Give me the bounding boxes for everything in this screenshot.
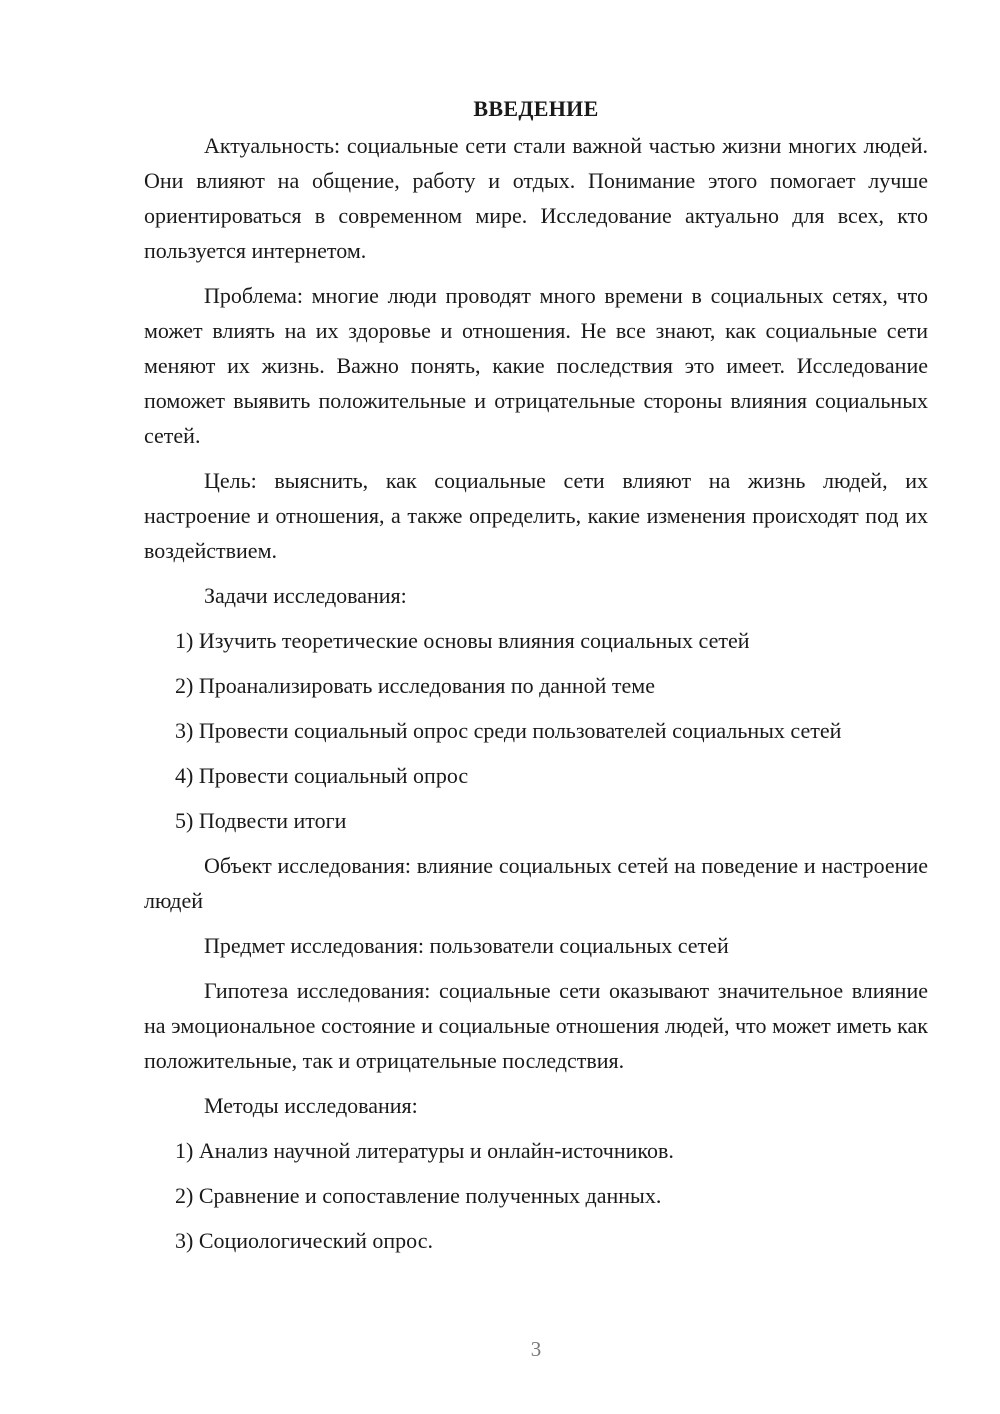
list-item: 5) Подвести итоги (175, 808, 347, 833)
list-item: 2) Сравнение и сопоставление полученных данных. (175, 1183, 662, 1208)
tasks-list (144, 623, 928, 838)
methods-title: Методы исследования: (204, 1093, 418, 1118)
problem-paragraph: Проблема: многие люди проводят много времени в социальных сетях, что может влиять на их здоровье и отношения. Не все знают, как социальные сети меняют их жизнь. Важно понять, какие последствия это имеет. Исследование поможет выявить положительные и отрицательные стороны влияния социальных сетей. (144, 283, 928, 448)
page-content (144, 91, 928, 1268)
object-paragraph: Объект исследования: влияние социальных сетей на поведение и настроение людей (144, 853, 928, 913)
subject-paragraph: Предмет исследования: пользователи социальных сетей (204, 933, 729, 958)
list-item: 2) Проанализировать исследования по данной теме (175, 673, 655, 698)
page-number: 3 (530, 1337, 542, 1361)
list-item: 4) Провести социальный опрос (175, 763, 469, 788)
methods-list (144, 1133, 928, 1258)
section-heading: ВВЕДЕНИЕ (473, 96, 599, 121)
list-item: 1) Анализ научной литературы и онлайн-источников. (175, 1138, 674, 1163)
list-item: 1) Изучить теоретические основы влияния социальных сетей (175, 628, 750, 653)
list-item: 3) Социологический опрос. (175, 1228, 433, 1253)
list-item: 3) Провести социальный опрос среди пользователей социальных сетей (175, 718, 842, 743)
heading-wrap (144, 91, 928, 126)
tasks-title: Задачи исследования: (204, 583, 407, 608)
goal-paragraph: Цель: выяснить, как социальные сети влияют на жизнь людей, их настроение и отношения, а также определить, какие изменения происходят под их воздействием. (144, 468, 928, 563)
hypothesis-paragraph: Гипотеза исследования: социальные сети оказывают значительное влияние на эмоциональное состояние и социальные отношения людей, что может иметь как положительные, так и отрицательные последствия. (144, 978, 928, 1073)
relevance-paragraph: Актуальность: социальные сети стали важной частью жизни многих людей. Они влияют на общение, работу и отдых. Понимание этого помогает лучше ориентироваться в современном мире. Исследование актуально для всех, кто пользуется интернетом. (144, 133, 928, 263)
